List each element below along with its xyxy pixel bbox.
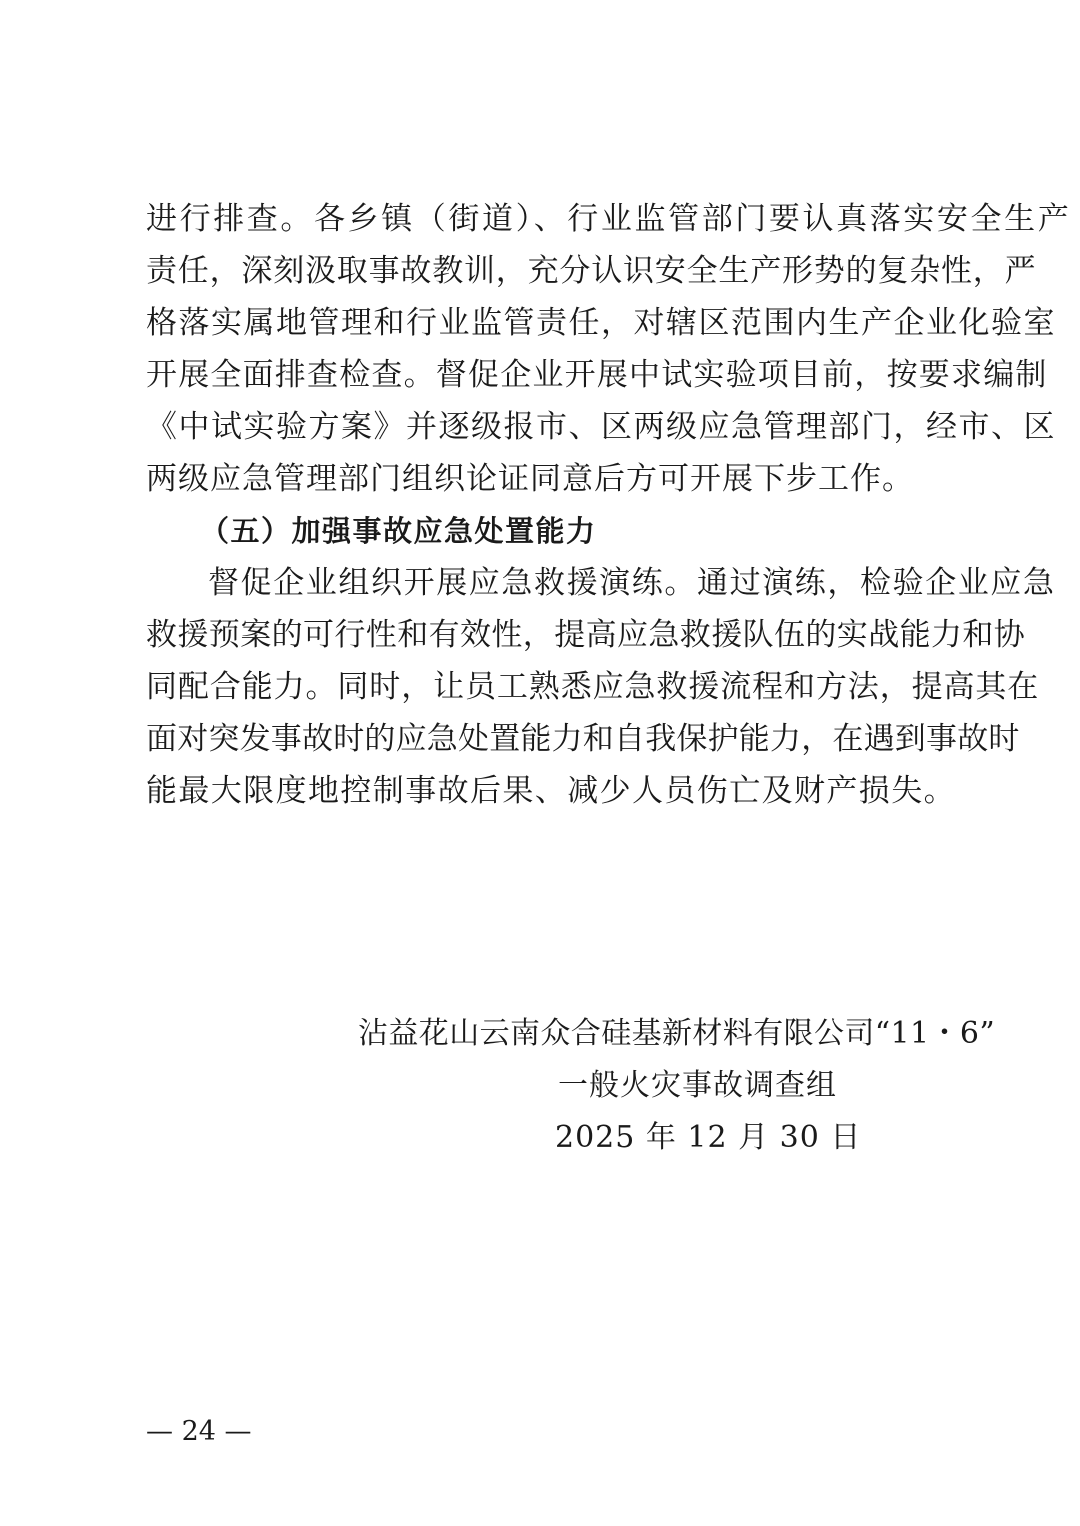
paragraph-line: 开展全面排查检查。督促企业开展中试实验项目前，按要求编制 bbox=[146, 357, 1048, 393]
paragraph-line: 责任，深刻汲取事故教训，充分认识安全生产形势的复杂性，严 bbox=[146, 253, 1037, 289]
body-text bbox=[146, 193, 1072, 817]
paragraph-line: 《中试实验方案》并逐级报市、区两级应急管理部门，经市、区 bbox=[146, 409, 1056, 445]
paragraph-line: 面对突发事故时的应急处置能力和自我保护能力，在遇到事故时 bbox=[146, 721, 1020, 757]
paragraph-line: 格落实属地管理和行业监管责任，对辖区范围内生产企业化验室 bbox=[146, 305, 1056, 341]
signature-date: 2025 年 12 月 30 日 bbox=[555, 1120, 862, 1155]
paragraph-line: 督促企业组织开展应急救援演练。通过演练，检验企业应急 bbox=[208, 565, 1056, 601]
paragraph-line: 救援预案的可行性和有效性，提高应急救援队伍的实战能力和协 bbox=[146, 617, 1026, 653]
signature-group: 一般火灾事故调查组 bbox=[558, 1068, 837, 1103]
paragraph-line: 能最大限度地控制事故后果、减少人员伤亡及财产损失。 bbox=[146, 773, 956, 809]
page-number: — 24 — bbox=[146, 1416, 252, 1447]
paragraph-line: 同配合能力。同时，让员工熟悉应急救援流程和方法，提高其在 bbox=[146, 669, 1040, 705]
section-heading: （五）加强事故应急处置能力 bbox=[200, 514, 597, 548]
paragraph-line: 进行排查。各乡镇（街道）、行业监管部门要认真落实安全生产 bbox=[146, 201, 1072, 237]
signature-organization: 沾益花山云南众合硅基新材料有限公司“11・6” bbox=[358, 1016, 996, 1051]
paragraph-line: 两级应急管理部门组织论证同意后方可开展下步工作。 bbox=[146, 461, 914, 497]
